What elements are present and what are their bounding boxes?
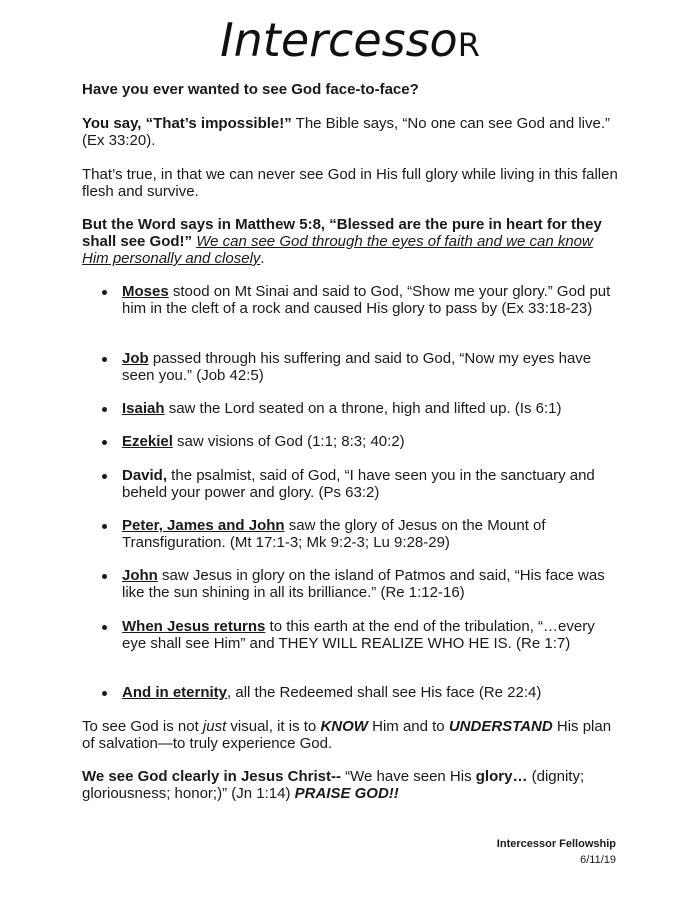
- paragraph-jesus-text-a: “We have seen His: [340, 768, 476, 785]
- page-title: [0, 12, 700, 73]
- bullet-dot-icon: [102, 691, 107, 696]
- paragraph-true: That’s true, in that we can never see God in His full glory while living in this fallen flesh and survive.: [82, 166, 618, 200]
- paragraph-jesus-bold: We see God clearly in Jesus Christ--: [82, 768, 341, 785]
- list-item-text: [122, 618, 617, 652]
- list-item-name: John: [122, 567, 158, 584]
- paragraph-praise-god: PRAISE GOD!!: [294, 785, 399, 802]
- list-item-body: saw Jesus in glory on the island of Patmos and said, “His face was like the sun shining in all its brilliance.” (Re 1:12-16): [122, 567, 605, 601]
- bullet-dot-icon: [102, 524, 107, 529]
- bullet-dot-icon: [102, 625, 107, 630]
- bullet-dot-icon: [102, 474, 107, 479]
- paragraph-know-text-d: His plan of salvation—to truly experience God.: [82, 718, 612, 752]
- footer-date: 6/11/19: [580, 854, 616, 866]
- paragraph-jesus-glory: glory…: [475, 768, 528, 785]
- list-item-name: Isaiah: [122, 400, 165, 417]
- list-item-text: [122, 517, 617, 551]
- list-item-text: [122, 350, 617, 384]
- bullet-dot-icon: [102, 290, 107, 295]
- paragraph-matthew-end: .: [260, 250, 265, 267]
- paragraph-jesus-text-b: (dignity; gloriousness; honor;)” (Jn 1:14): [82, 768, 585, 802]
- bullet-dot-icon: [102, 574, 107, 579]
- list-item-body: stood on Mt Sinai and said to God, “Show me your glory.” God put him in the cleft of a rock and caused His glory to pass by (Ex 33:18-23): [122, 283, 611, 317]
- paragraph-matthew-italic: We can see God through the eyes of faith and we can know Him personally and closely: [82, 233, 593, 267]
- list-item-text: [122, 567, 617, 601]
- paragraph-know-just: just: [202, 718, 227, 735]
- list-item-name: Ezekiel: [122, 433, 173, 450]
- list-item-body: the psalmist, said of God, “I have seen you in the sanctuary and beheld your power and glory. (Ps 63:2): [122, 467, 595, 501]
- paragraph-understand-emphasis: UNDERSTAND: [448, 718, 553, 735]
- paragraph-impossible-text: The Bible says, “No one can see God and live.” (Ex 33:20).: [82, 115, 610, 149]
- paragraph-know-text-b: visual, it is to: [226, 718, 321, 735]
- paragraph-jesus-christ: [82, 768, 622, 802]
- paragraph-know-emphasis: KNOW: [320, 718, 368, 735]
- list-item-body: passed through his suffering and said to God, “Now my eyes have seen you.” (Job 42:5): [122, 350, 592, 384]
- intro-question: Have you ever wanted to see God face-to-face?: [82, 81, 419, 98]
- paragraph-impossible: [82, 115, 622, 149]
- list-item-text: [122, 467, 617, 501]
- list-item-body: to this earth at the end of the tribulation, “…every eye shall see Him” and THEY WILL REALIZE WHO HE IS. (Re 1:7): [122, 618, 595, 652]
- list-item-text: [122, 400, 617, 417]
- paragraph-know-text-a: To see God is not: [82, 718, 203, 735]
- bullet-dot-icon: [102, 407, 107, 412]
- paragraph-know: [82, 718, 622, 752]
- paragraph-know-text-c: Him and to: [367, 718, 449, 735]
- list-item-text: [122, 433, 617, 450]
- list-item-name: David,: [122, 467, 168, 484]
- list-item-name: And in eternity: [122, 684, 228, 701]
- paragraph-matthew: [82, 216, 622, 267]
- list-item-body: saw visions of God (1:1; 8:3; 40:2): [172, 433, 405, 450]
- bullet-dot-icon: [102, 357, 107, 362]
- list-item-name: Moses: [122, 283, 169, 300]
- list-item-text: [122, 684, 617, 701]
- list-item-body: , all the Redeemed shall see His face (Re 22:4): [227, 684, 542, 701]
- title-last-letter: R: [457, 26, 480, 64]
- bullet-dot-icon: [102, 440, 107, 445]
- list-item-name: When Jesus returns: [122, 618, 266, 635]
- paragraph-matthew-bold: But the Word says in Matthew 5:8, “Blessed are the pure in heart for they shall see God!”: [82, 216, 602, 250]
- list-item-name: Peter, James and John: [122, 517, 285, 534]
- list-item-text: [122, 283, 617, 317]
- footer-org: Intercessor Fellowship: [496, 838, 616, 850]
- footer: [497, 836, 616, 868]
- list-item-body: saw the glory of Jesus on the Mount of Transfiguration. (Mt 17:1-3; Mk 9:2-3; Lu 9:28-29): [122, 517, 546, 551]
- list-item-name: Job: [122, 350, 149, 367]
- title-main: Intercesso: [220, 13, 458, 67]
- paragraph-impossible-bold: You say, “That’s impossible!”: [82, 115, 292, 132]
- list-item-body: saw the Lord seated on a throne, high and lifted up. (Is 6:1): [164, 400, 562, 417]
